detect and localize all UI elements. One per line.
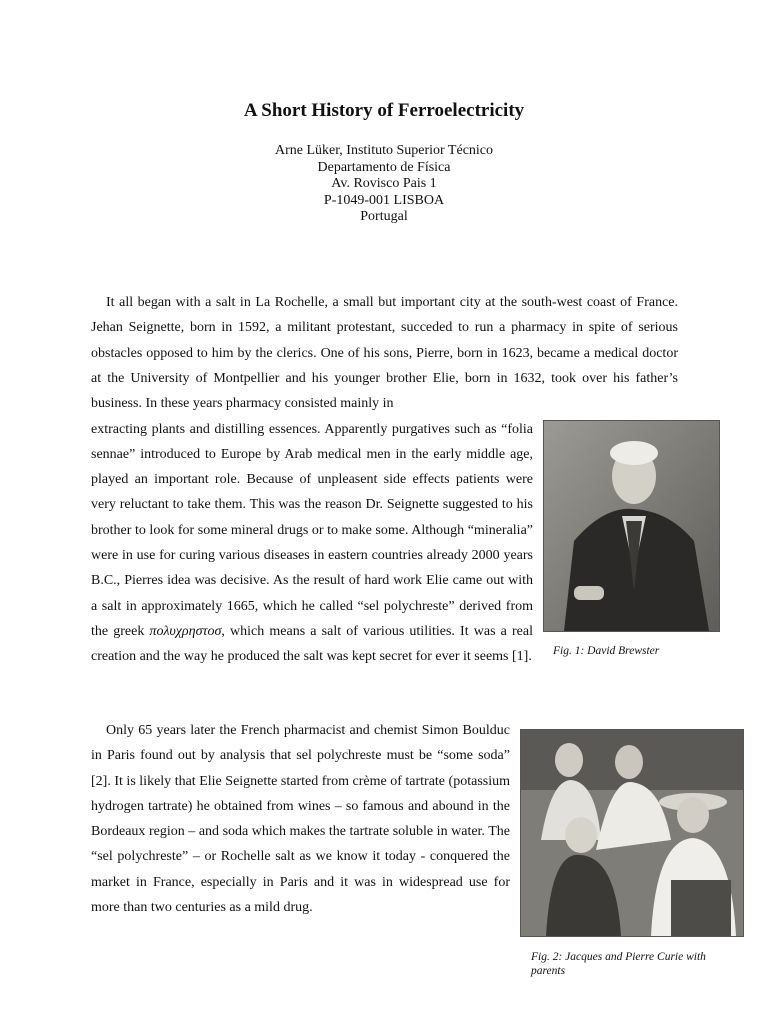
paragraph-text: It all began with a salt in La Rochelle, a small but important city at the south-west coast of France. Jehan Seignette, born in 1592, a militant protestant, succeded to run a pharmacy in spite of serious obstacles opposed to him by the clerics. One of his sons, Pierre, born in 1623, became a medical doctor at the University of Montpellier and his younger brother Elie, born in 1632, took over his father’s business. In these years pharmacy consisted mainly in <box>91 295 678 412</box>
paragraph-text-segment: extracting plants and distilling essences. Apparently purgatives such as “folia sennae” introduced to Europe by Arab medical men in the early middle age, played an important role. Because of unpleasent side effects patients were very reluctant to take them. This was the reason Dr. Seignette suggested to his brother to look for some mineral drugs or to make some. Although “mineralia” were in use for curing various diseases in eastern countries already 2000 years B.C., Pierres idea was decisive. As the result of hard work Elie came out with a salt in approximately 1665, which he called “sel polychreste” derived from the greek <box>91 421 533 639</box>
paper-title: A Short History of Ferroelectricity <box>243 100 525 121</box>
figure-2-caption: Fig. 2: Jacques and Pierre Curie with parents <box>531 951 706 977</box>
paragraph-2 <box>91 718 510 920</box>
greek-word: πολυχρηστοσ <box>149 623 222 639</box>
affiliation-line: P-1049-001 LISBOA <box>323 192 445 208</box>
paragraph-text <box>91 417 533 670</box>
affiliation-line: Arne Lüker, Instituto Superior Técnico <box>274 143 494 158</box>
affiliation-line: Av. Rovisco Pais 1 <box>331 176 437 191</box>
paragraph-1-full-width <box>91 290 678 416</box>
figure-1-portrait-photo <box>543 420 720 632</box>
author-affiliation <box>0 143 768 226</box>
paragraph-text-segment: , which means a salt of various utilities. It was a real creation and the way he produced the salt was kept secret for ever it seems [1]. <box>91 623 533 665</box>
paragraph-1-wrapped <box>91 417 533 670</box>
affiliation-line: Portugal <box>360 209 408 224</box>
figure-2-family-photo <box>520 729 744 937</box>
figure-1-caption: Fig. 1: David Brewster <box>553 645 660 657</box>
affiliation-line: Departamento de Física <box>317 159 451 175</box>
paragraph-text: Only 65 years later the French pharmacist and chemist Simon Boulduc in Paris found out by analysis that sel polychreste must be “some soda” [2]. It is likely that Elie Seignette started from crème of tartrate (potassium hydrogen tartrate) he obtained from wines – so famous and abound in the Bordeaux region – and soda which makes the tartrate soluble in water. The “sel polychreste” – or Rochelle salt as we know it today - conquered the market in France, especially in Paris and it was in widespread use for more than two centuries as a mild drug. <box>91 723 510 916</box>
